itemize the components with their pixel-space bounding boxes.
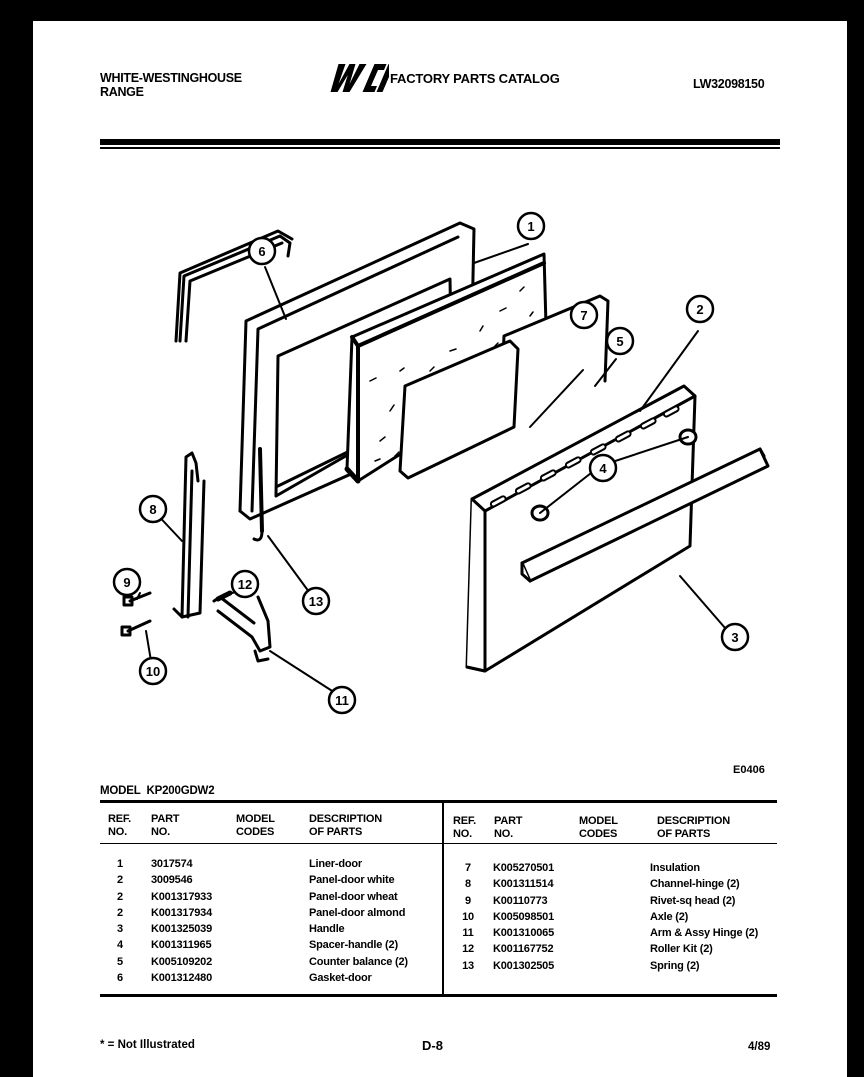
part-number: K001167752 xyxy=(493,943,554,956)
svg-text:8: 8 xyxy=(149,502,157,517)
part-number: K001302505 xyxy=(493,959,555,972)
part-description: Rivet-sq head (2) xyxy=(650,894,736,907)
part-number: K005109202 xyxy=(151,955,213,968)
callout-3 xyxy=(722,624,748,650)
callout-11 xyxy=(329,687,355,713)
col-header-desc-left: DESCRIPTION OF PARTS xyxy=(309,813,382,838)
part-number: K001311965 xyxy=(151,939,212,952)
svg-text:11: 11 xyxy=(335,693,349,708)
part-description: Gasket-door xyxy=(309,972,372,985)
part-number: 3009546 xyxy=(151,874,193,887)
callout-13 xyxy=(303,588,329,614)
right-ref-column xyxy=(453,860,483,974)
part-description: Panel-door white xyxy=(309,874,395,887)
svg-text:5: 5 xyxy=(616,334,624,349)
col-header-codes-left: MODEL CODES xyxy=(236,813,275,838)
revision-date: 4/89 xyxy=(748,1041,771,1053)
table-row: 9 xyxy=(465,894,471,907)
svg-text:9: 9 xyxy=(123,575,131,590)
catalog-page xyxy=(33,21,847,1077)
part-number: K001312480 xyxy=(151,972,213,985)
part-description: Arm & Assy Hinge (2) xyxy=(650,927,759,940)
header-rule-secondary xyxy=(100,147,780,149)
oven-door-exploded-view xyxy=(100,181,790,741)
part-description: Insulation xyxy=(650,862,700,874)
col-header-desc-right: DESCRIPTION OF PARTS xyxy=(657,815,730,840)
svg-text:10: 10 xyxy=(145,664,161,679)
brand-name: WHITE-WESTINGHOUSE xyxy=(100,71,242,85)
callout-1 xyxy=(518,213,544,239)
not-illustrated-note: * = Not Illustrated xyxy=(100,1039,195,1051)
part-description: Panel-door almond xyxy=(309,906,406,919)
table-row: 8 xyxy=(465,878,471,891)
part-channel-hinge xyxy=(174,453,204,617)
svg-text:7: 7 xyxy=(580,308,588,323)
part-description: Roller Kit (2) xyxy=(650,943,713,956)
svg-text:2: 2 xyxy=(696,302,704,317)
catalog-title: FACTORY PARTS CATALOG xyxy=(390,71,560,86)
part-number: K001317933 xyxy=(151,890,213,903)
left-ref-column xyxy=(117,856,147,986)
header-rule xyxy=(100,139,780,145)
part-number: K001325039 xyxy=(151,923,213,936)
table-top-rule xyxy=(100,800,777,803)
col-header-part-left: PART NO. xyxy=(151,813,180,838)
part-description: Channel-hinge (2) xyxy=(650,878,740,891)
table-row: 12 xyxy=(462,943,474,956)
exploded-parts-diagram xyxy=(100,181,790,741)
part-description: Spacer-handle (2) xyxy=(309,939,398,952)
svg-text:6: 6 xyxy=(258,244,266,259)
part-number: K005270501 xyxy=(493,862,555,874)
figure-id: E0406 xyxy=(733,764,765,776)
table-row: 2 xyxy=(117,874,123,887)
callout-8 xyxy=(140,496,166,522)
callout-4 xyxy=(590,455,616,481)
right-part-column xyxy=(493,860,554,974)
callout-6 xyxy=(249,238,275,264)
part-number: K001311514 xyxy=(493,878,554,891)
table-row: 11 xyxy=(462,927,474,940)
table-row: 5 xyxy=(117,955,123,968)
right-desc-column xyxy=(650,860,758,974)
table-row: 10 xyxy=(462,910,474,923)
model-line xyxy=(100,785,220,797)
appliance-type: RANGE xyxy=(100,85,144,99)
wci-logo xyxy=(327,62,389,99)
table-row: 3 xyxy=(117,923,123,936)
col-header-ref-right: REF. NO. xyxy=(453,815,477,840)
left-desc-column xyxy=(309,856,408,986)
model-label: MODEL xyxy=(100,785,141,797)
wci-logo-icon xyxy=(327,62,389,94)
document-number: LW32098150 xyxy=(693,77,765,91)
part-number: 3017574 xyxy=(151,858,193,870)
part-number: K00110773 xyxy=(493,894,548,907)
part-number: K001317934 xyxy=(151,906,213,919)
part-description: Spring (2) xyxy=(650,959,700,972)
svg-text:12: 12 xyxy=(237,577,253,592)
part-arm-hinge xyxy=(214,597,270,661)
table-row: 1 xyxy=(117,858,123,870)
part-description: Handle xyxy=(309,923,345,936)
table-row: 7 xyxy=(465,862,471,874)
callout-10 xyxy=(140,658,166,684)
brand-block xyxy=(100,71,242,99)
table-row: 2 xyxy=(117,890,123,903)
part-number: K005098501 xyxy=(493,910,555,923)
table-column-divider xyxy=(442,800,444,995)
col-header-codes-right: MODEL CODES xyxy=(579,815,618,840)
part-description: Panel-door wheat xyxy=(309,890,398,903)
svg-text:3: 3 xyxy=(731,630,739,645)
part-number: K001310065 xyxy=(493,927,555,940)
part-description: Counter balance (2) xyxy=(309,955,408,968)
callout-12 xyxy=(232,571,258,597)
callout-5 xyxy=(607,328,633,354)
callout-9 xyxy=(114,569,140,595)
part-description: Axle (2) xyxy=(650,910,689,923)
col-header-ref-left: REF. NO. xyxy=(108,813,132,838)
table-header-rule xyxy=(100,843,777,844)
table-bottom-rule xyxy=(100,994,777,997)
table-row: 6 xyxy=(117,972,123,985)
part-description: Liner-door xyxy=(309,858,362,870)
model-number: KP200GDW2 xyxy=(146,785,215,797)
table-row: 4 xyxy=(117,939,123,952)
callout-2 xyxy=(687,296,713,322)
col-header-part-right: PART NO. xyxy=(494,815,523,840)
svg-text:4: 4 xyxy=(599,461,607,476)
left-part-column xyxy=(151,856,212,986)
table-row: 2 xyxy=(117,906,123,919)
svg-text:1: 1 xyxy=(527,219,535,234)
callout-7 xyxy=(571,302,597,328)
table-row: 13 xyxy=(462,959,474,972)
page-number: D-8 xyxy=(422,1038,443,1053)
svg-text:13: 13 xyxy=(308,594,324,609)
